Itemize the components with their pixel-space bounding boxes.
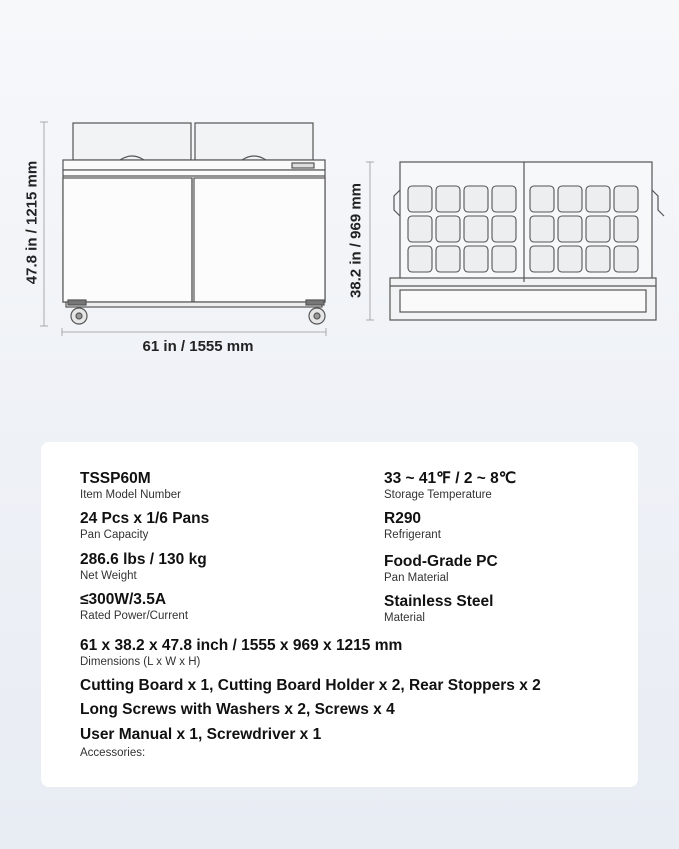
pan-1-1-2 bbox=[586, 216, 610, 242]
pan-0-0-3 bbox=[492, 186, 516, 212]
pan-1-0-1 bbox=[558, 186, 582, 212]
spec-dimensions-label: Dimensions (L x W x H) bbox=[80, 656, 201, 668]
front-view-drawing bbox=[30, 110, 350, 340]
spec-pans bbox=[80, 510, 209, 542]
accessories-line-2: Long Screws with Washers x 2, Screws x 4 bbox=[80, 701, 395, 718]
pan-0-1-2 bbox=[464, 216, 488, 242]
spec-pans-value: 24 Pcs x 1/6 Pans bbox=[80, 510, 210, 527]
spec-power-value: ≤300W/3.5A bbox=[80, 591, 167, 608]
front-width-label: 61 in / 1555 mm bbox=[142, 338, 254, 355]
spec-pans-label: Pan Capacity bbox=[80, 529, 149, 541]
accessories-label bbox=[80, 746, 145, 760]
spec-model-label: Item Model Number bbox=[80, 489, 181, 501]
pan-1-1-1 bbox=[558, 216, 582, 242]
spec-pan-material-label: Pan Material bbox=[384, 572, 449, 584]
pan-1-0-2 bbox=[586, 186, 610, 212]
pan-1-2-2 bbox=[586, 246, 610, 272]
pan-0-0-0 bbox=[408, 186, 432, 212]
pan-0-2-0 bbox=[408, 246, 432, 272]
pan-0-1-1 bbox=[436, 216, 460, 242]
pan-0-2-2 bbox=[464, 246, 488, 272]
pan-1-2-3 bbox=[614, 246, 638, 272]
pan-0-1-0 bbox=[408, 216, 432, 242]
pan-0-0-1 bbox=[436, 186, 460, 212]
pan-0-1-3 bbox=[492, 216, 516, 242]
spec-temperature-value: 33 ~ 41℉ / 2 ~ 8℃ bbox=[384, 470, 517, 487]
spec-dimensions-value: 61 x 38.2 x 47.8 inch / 1555 x 969 x 1215 mm bbox=[80, 637, 403, 654]
spec-material bbox=[384, 593, 493, 625]
accessories-label-text: Accessories: bbox=[80, 747, 146, 759]
spec-power-label: Rated Power/Current bbox=[80, 610, 189, 622]
pan-1-2-0 bbox=[530, 246, 554, 272]
spec-weight-label: Net Weight bbox=[80, 570, 137, 582]
spec-material-label: Material bbox=[384, 612, 425, 624]
pan-0-2-3 bbox=[492, 246, 516, 272]
spec-model bbox=[80, 470, 181, 502]
spec-temperature-label: Storage Temperature bbox=[384, 489, 492, 501]
pan-0-2-1 bbox=[436, 246, 460, 272]
spec-weight-value: 286.6 lbs / 130 kg bbox=[80, 551, 207, 568]
spec-refrigerant bbox=[384, 510, 441, 542]
spec-pan-material bbox=[384, 553, 498, 585]
spec-model-value: TSSP60M bbox=[80, 470, 151, 487]
pan-1-1-0 bbox=[530, 216, 554, 242]
accessories-line-3: User Manual x 1, Screwdriver x 1 bbox=[80, 726, 322, 743]
spec-refrigerant-value: R290 bbox=[384, 510, 422, 527]
spec-temperature bbox=[384, 470, 516, 502]
pan-1-0-3 bbox=[614, 186, 638, 212]
accessories-line-1: Cutting Board x 1, Cutting Board Holder x 2, Rear Stoppers x 2 bbox=[80, 677, 541, 694]
spec-material-value: Stainless Steel bbox=[384, 593, 494, 610]
spec-power bbox=[80, 591, 188, 623]
pan-0-0-2 bbox=[464, 186, 488, 212]
spec-card bbox=[41, 442, 638, 787]
side-height-label: 38.2 in / 969 mm bbox=[347, 182, 365, 299]
spec-weight bbox=[80, 551, 207, 583]
pan-1-1-3 bbox=[614, 216, 638, 242]
side-view-drawing bbox=[360, 150, 670, 330]
pan-1-0-0 bbox=[530, 186, 554, 212]
pan-1-2-1 bbox=[558, 246, 582, 272]
spec-refrigerant-label: Refrigerant bbox=[384, 529, 441, 541]
spec-pan-material-value: Food-Grade PC bbox=[384, 553, 498, 570]
front-height-label: 47.8 in / 1215 mm bbox=[23, 160, 41, 285]
spec-dimensions bbox=[80, 637, 402, 669]
